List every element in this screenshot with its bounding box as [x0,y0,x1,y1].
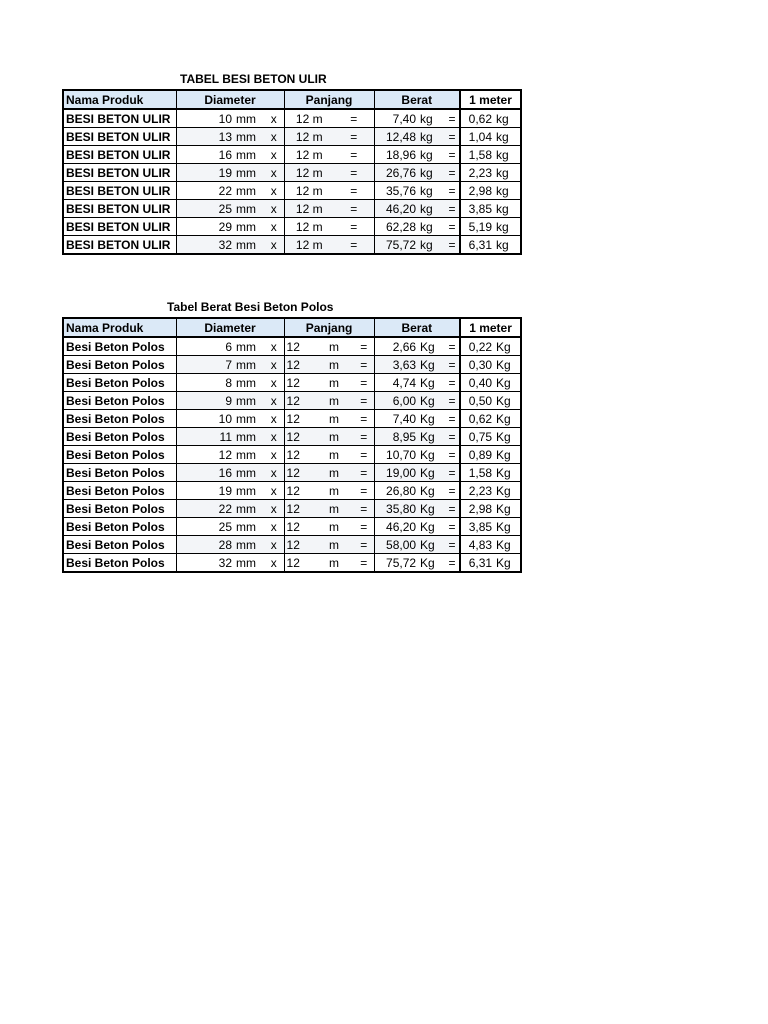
per-meter-value: 1,58 [460,146,494,164]
diameter-unit: mm [234,482,264,500]
weight-unit: Kg [418,554,445,573]
product-name: Besi Beton Polos [63,356,176,374]
equals-sign: = [445,410,460,428]
weight-unit: kg [418,218,445,236]
product-name: BESI BETON ULIR [63,182,176,200]
equals-sign: = [445,128,460,146]
table-row [63,356,521,374]
times-sign: x [264,554,284,573]
times-sign: x [264,500,284,518]
times-sign: x [264,128,284,146]
plain-rebar-table [62,317,522,573]
product-name: BESI BETON ULIR [63,164,176,182]
length-value: 12 m [284,236,334,255]
equals-sign: = [445,554,460,573]
table-row [63,428,521,446]
weight-value: 4,74 [374,374,418,392]
weight-value: 35,76 [374,182,418,200]
table-row [63,200,521,218]
weight-value: 35,80 [374,500,418,518]
product-name: Besi Beton Polos [63,536,176,554]
equals-sign: = [334,164,374,182]
equals-sign: = [334,182,374,200]
length-unit: m [314,410,354,428]
per-meter-value: 0,50 [460,392,494,410]
times-sign: x [264,410,284,428]
per-meter-unit: kg [494,236,521,255]
per-meter-unit: Kg [494,482,521,500]
equals-sign: = [445,146,460,164]
equals-sign: = [334,236,374,255]
length-unit: m [314,536,354,554]
diameter-value: 11 [176,428,234,446]
weight-value: 75,72 [374,236,418,255]
weight-unit: Kg [418,392,445,410]
diameter-value: 9 [176,392,234,410]
per-meter-value: 1,58 [460,464,494,482]
diameter-value: 22 [176,182,234,200]
per-meter-value: 3,85 [460,200,494,218]
product-name: Besi Beton Polos [63,446,176,464]
weight-value: 58,00 [374,536,418,554]
weight-unit: kg [418,236,445,255]
per-meter-value: 5,19 [460,218,494,236]
weight-value: 19,00 [374,464,418,482]
product-name: Besi Beton Polos [63,518,176,536]
times-sign: x [264,337,284,356]
equals-sign: = [354,374,374,392]
equals-sign: = [445,356,460,374]
diameter-unit: mm [234,446,264,464]
diameter-value: 8 [176,374,234,392]
header-panjang: Panjang [284,90,374,109]
product-name: Besi Beton Polos [63,500,176,518]
per-meter-value: 0,62 [460,109,494,128]
per-meter-unit: Kg [494,410,521,428]
per-meter-value: 0,22 [460,337,494,356]
equals-sign: = [445,500,460,518]
diameter-value: 12 [176,446,234,464]
weight-unit: Kg [418,374,445,392]
times-sign: x [264,182,284,200]
length-value: 12 m [284,200,334,218]
diameter-value: 13 [176,128,234,146]
times-sign: x [264,374,284,392]
table-row [63,374,521,392]
diameter-unit: mm [234,554,264,573]
weight-value: 3,63 [374,356,418,374]
diameter-unit: mm [234,164,264,182]
equals-sign: = [445,464,460,482]
times-sign: x [264,356,284,374]
table-row [63,164,521,182]
per-meter-value: 6,31 [460,554,494,573]
product-name: Besi Beton Polos [63,410,176,428]
header-nama-produk: Nama Produk [63,90,176,109]
per-meter-value: 0,62 [460,410,494,428]
times-sign: x [264,164,284,182]
per-meter-value: 0,40 [460,374,494,392]
weight-unit: kg [418,164,445,182]
equals-sign: = [445,428,460,446]
product-name: BESI BETON ULIR [63,109,176,128]
diameter-unit: mm [234,146,264,164]
per-meter-value: 0,30 [460,356,494,374]
equals-sign: = [354,500,374,518]
weight-value: 26,76 [374,164,418,182]
equals-sign: = [445,392,460,410]
equals-sign: = [445,374,460,392]
diameter-unit: mm [234,128,264,146]
length-value: 12 [284,464,314,482]
weight-unit: Kg [418,518,445,536]
weight-value: 7,40 [374,410,418,428]
weight-unit: kg [418,128,445,146]
equals-sign: = [354,482,374,500]
table-row [63,218,521,236]
equals-sign: = [334,128,374,146]
equals-sign: = [354,410,374,428]
table-row [63,410,521,428]
per-meter-unit: Kg [494,337,521,356]
equals-sign: = [354,536,374,554]
product-name: Besi Beton Polos [63,482,176,500]
per-meter-unit: Kg [494,464,521,482]
weight-value: 62,28 [374,218,418,236]
diameter-value: 16 [176,146,234,164]
length-value: 12 m [284,128,334,146]
equals-sign: = [354,392,374,410]
length-unit: m [314,464,354,482]
table-row [63,236,521,255]
length-value: 12 [284,410,314,428]
diameter-unit: mm [234,464,264,482]
table-row [63,536,521,554]
equals-sign: = [354,337,374,356]
product-name: Besi Beton Polos [63,392,176,410]
product-name: Besi Beton Polos [63,428,176,446]
per-meter-unit: Kg [494,446,521,464]
length-value: 12 [284,337,314,356]
header-1-meter: 1 meter [460,318,521,337]
weight-value: 18,96 [374,146,418,164]
product-name: Besi Beton Polos [63,554,176,573]
diameter-unit: mm [234,410,264,428]
equals-sign: = [445,236,460,255]
product-name: BESI BETON ULIR [63,218,176,236]
diameter-unit: mm [234,392,264,410]
diameter-value: 29 [176,218,234,236]
table-row [63,446,521,464]
per-meter-value: 3,85 [460,518,494,536]
equals-sign: = [445,446,460,464]
length-value: 12 [284,554,314,573]
per-meter-unit: Kg [494,554,521,573]
length-unit: m [314,428,354,446]
table2-title: Tabel Berat Besi Beton Polos [167,300,334,314]
weight-unit: Kg [418,428,445,446]
equals-sign: = [354,356,374,374]
equals-sign: = [445,518,460,536]
length-unit: m [314,482,354,500]
length-value: 12 m [284,218,334,236]
product-name: Besi Beton Polos [63,337,176,356]
equals-sign: = [445,536,460,554]
per-meter-unit: Kg [494,356,521,374]
table1-title: TABEL BESI BETON ULIR [180,72,327,86]
per-meter-unit: kg [494,200,521,218]
times-sign: x [264,218,284,236]
diameter-value: 32 [176,236,234,255]
equals-sign: = [445,218,460,236]
weight-unit: kg [418,146,445,164]
per-meter-unit: Kg [494,428,521,446]
equals-sign: = [334,218,374,236]
length-unit: m [314,356,354,374]
length-unit: m [314,374,354,392]
product-name: Besi Beton Polos [63,374,176,392]
table-row [63,500,521,518]
per-meter-unit: Kg [494,500,521,518]
diameter-value: 32 [176,554,234,573]
table-row [63,128,521,146]
length-value: 12 [284,374,314,392]
per-meter-unit: Kg [494,374,521,392]
product-name: BESI BETON ULIR [63,146,176,164]
diameter-unit: mm [234,518,264,536]
table-row [63,337,521,356]
per-meter-value: 4,83 [460,536,494,554]
length-value: 12 m [284,182,334,200]
weight-unit: Kg [418,482,445,500]
weight-unit: Kg [418,536,445,554]
diameter-unit: mm [234,337,264,356]
per-meter-value: 0,75 [460,428,494,446]
weight-value: 12,48 [374,128,418,146]
times-sign: x [264,446,284,464]
table1-header-row [63,90,521,109]
diameter-unit: mm [234,500,264,518]
table-row [63,146,521,164]
diameter-value: 25 [176,200,234,218]
weight-unit: Kg [418,356,445,374]
per-meter-value: 2,98 [460,500,494,518]
times-sign: x [264,200,284,218]
equals-sign: = [354,464,374,482]
weight-value: 6,00 [374,392,418,410]
per-meter-unit: kg [494,128,521,146]
times-sign: x [264,482,284,500]
diameter-unit: mm [234,200,264,218]
weight-value: 26,80 [374,482,418,500]
header-berat: Berat [374,90,460,109]
per-meter-unit: kg [494,146,521,164]
weight-unit: kg [418,182,445,200]
times-sign: x [264,392,284,410]
equals-sign: = [445,337,460,356]
header-diameter: Diameter [176,90,284,109]
per-meter-unit: Kg [494,392,521,410]
equals-sign: = [334,109,374,128]
diameter-unit: mm [234,374,264,392]
weight-value: 8,95 [374,428,418,446]
length-unit: m [314,554,354,573]
per-meter-unit: kg [494,109,521,128]
times-sign: x [264,536,284,554]
table-row [63,109,521,128]
header-nama-produk: Nama Produk [63,318,176,337]
times-sign: x [264,518,284,536]
weight-value: 46,20 [374,518,418,536]
equals-sign: = [445,164,460,182]
weight-unit: Kg [418,464,445,482]
equals-sign: = [334,146,374,164]
per-meter-value: 2,23 [460,164,494,182]
length-unit: m [314,518,354,536]
diameter-unit: mm [234,356,264,374]
equals-sign: = [445,109,460,128]
length-unit: m [314,446,354,464]
weight-value: 2,66 [374,337,418,356]
equals-sign: = [445,200,460,218]
per-meter-unit: kg [494,218,521,236]
header-panjang: Panjang [284,318,374,337]
table-row [63,464,521,482]
times-sign: x [264,236,284,255]
per-meter-value: 2,23 [460,482,494,500]
table-row [63,518,521,536]
length-value: 12 m [284,109,334,128]
weight-unit: kg [418,109,445,128]
length-value: 12 [284,482,314,500]
diameter-value: 6 [176,337,234,356]
diameter-unit: mm [234,182,264,200]
weight-value: 7,40 [374,109,418,128]
equals-sign: = [354,554,374,573]
diameter-unit: mm [234,218,264,236]
times-sign: x [264,109,284,128]
diameter-value: 25 [176,518,234,536]
length-unit: m [314,337,354,356]
per-meter-unit: Kg [494,536,521,554]
table-row [63,182,521,200]
rebar-table [62,89,522,255]
weight-value: 75,72 [374,554,418,573]
length-value: 12 [284,428,314,446]
length-value: 12 [284,518,314,536]
diameter-value: 7 [176,356,234,374]
length-value: 12 [284,446,314,464]
per-meter-value: 6,31 [460,236,494,255]
length-value: 12 m [284,164,334,182]
diameter-unit: mm [234,536,264,554]
times-sign: x [264,146,284,164]
product-name: BESI BETON ULIR [63,128,176,146]
times-sign: x [264,464,284,482]
length-value: 12 [284,392,314,410]
product-name: Besi Beton Polos [63,464,176,482]
diameter-unit: mm [234,428,264,446]
diameter-unit: mm [234,236,264,255]
length-unit: m [314,392,354,410]
weight-unit: Kg [418,500,445,518]
times-sign: x [264,428,284,446]
per-meter-unit: kg [494,164,521,182]
diameter-value: 28 [176,536,234,554]
per-meter-unit: kg [494,182,521,200]
equals-sign: = [445,482,460,500]
table-row [63,554,521,573]
equals-sign: = [354,428,374,446]
table2-header-row [63,318,521,337]
diameter-unit: mm [234,109,264,128]
per-meter-unit: Kg [494,518,521,536]
equals-sign: = [334,200,374,218]
length-value: 12 m [284,146,334,164]
equals-sign: = [354,446,374,464]
header-1-meter: 1 meter [460,90,521,109]
weight-unit: Kg [418,410,445,428]
header-berat: Berat [374,318,460,337]
table-row [63,482,521,500]
diameter-value: 10 [176,410,234,428]
per-meter-value: 2,98 [460,182,494,200]
weight-unit: Kg [418,446,445,464]
diameter-value: 22 [176,500,234,518]
equals-sign: = [445,182,460,200]
weight-value: 10,70 [374,446,418,464]
diameter-value: 19 [176,164,234,182]
length-value: 12 [284,356,314,374]
length-value: 12 [284,500,314,518]
equals-sign: = [354,518,374,536]
product-name: BESI BETON ULIR [63,236,176,255]
length-value: 12 [284,536,314,554]
weight-value: 46,20 [374,200,418,218]
diameter-value: 16 [176,464,234,482]
weight-unit: kg [418,200,445,218]
per-meter-value: 0,89 [460,446,494,464]
table-row [63,392,521,410]
diameter-value: 10 [176,109,234,128]
length-unit: m [314,500,354,518]
weight-unit: Kg [418,337,445,356]
header-diameter: Diameter [176,318,284,337]
diameter-value: 19 [176,482,234,500]
per-meter-value: 1,04 [460,128,494,146]
product-name: BESI BETON ULIR [63,200,176,218]
